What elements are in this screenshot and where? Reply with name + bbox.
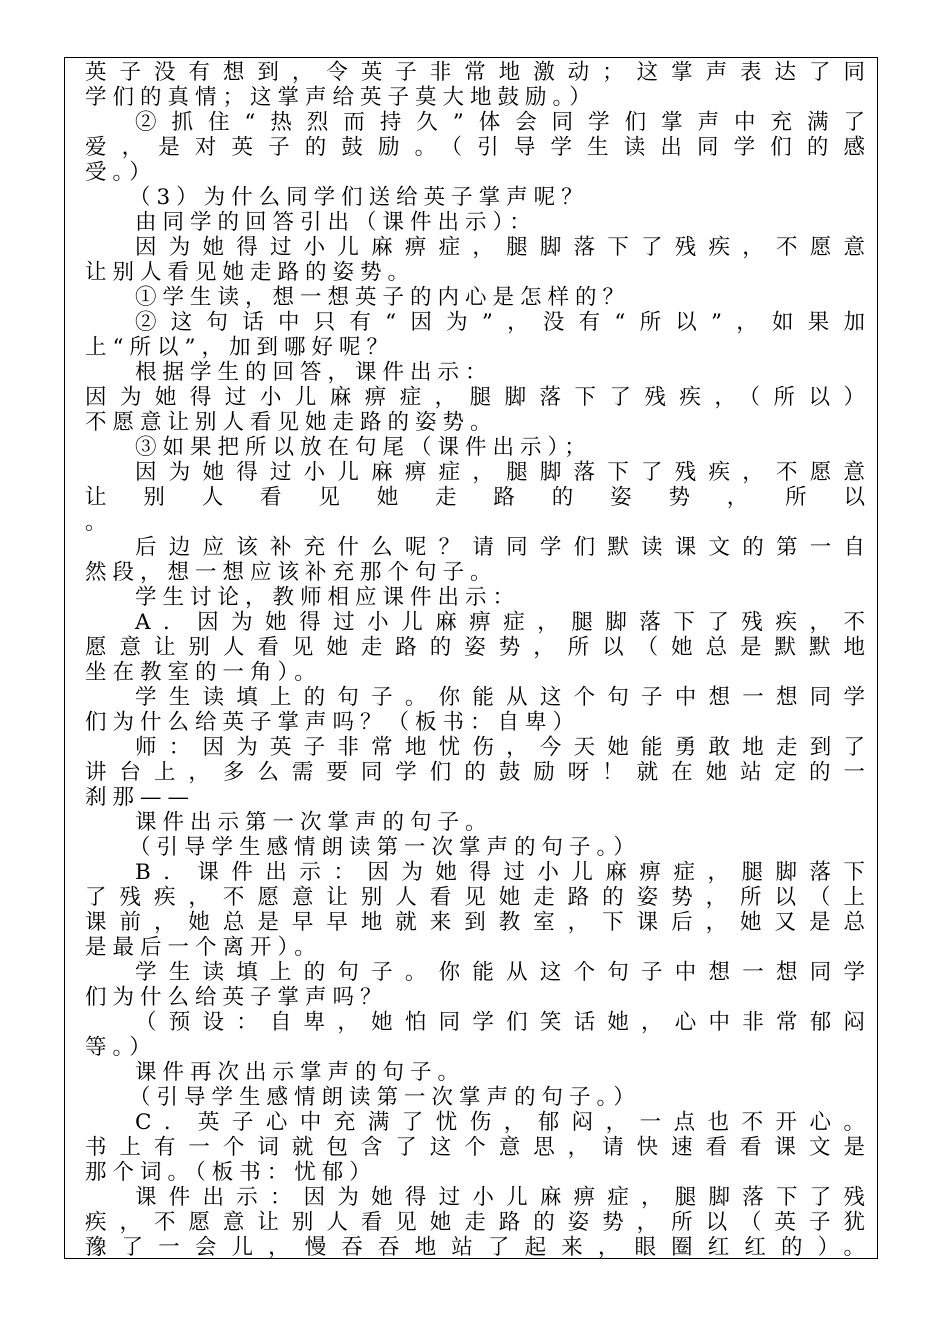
text-line: （引导学生感情朗读第一次掌声的句子。） <box>129 835 641 860</box>
text-line: ①学生读，想一想英子的内心是怎样的？ <box>135 285 631 310</box>
text-line: 让别人看见她走路的姿势。 <box>85 260 416 285</box>
text-line: 上“所以”，加到哪好呢？ <box>85 335 394 360</box>
text-line: 课件再次出示掌声的句子。 <box>135 1060 466 1085</box>
text-line: 受。） <box>85 160 157 185</box>
text-line: 课前，她总是早早地就来到教室，下课后，她又是总 <box>85 910 869 935</box>
text-line: 学生读填上的句子。你能从这个句子中想一想同学 <box>135 685 869 710</box>
text-line: （引导学生感情朗读第一次掌声的句子。） <box>129 1085 641 1110</box>
text-line: 坐在教室的一角）。 <box>85 660 322 685</box>
text-line: 刹那—— <box>85 785 196 810</box>
text-line: 书上有一个词就包含了这个意思，请快速看看课文是 <box>85 1135 869 1160</box>
text-line: 因为她得过小儿麻痹症，腿脚落下了残疾，（所以） <box>85 385 869 410</box>
text-line: 讲台上，多么需要同学们的鼓励呀！就在她站定的一 <box>85 760 869 785</box>
text-line: 由同学的回答引出（课件出示）： <box>135 210 537 235</box>
text-line: 因为她得过小儿麻痹症，腿脚落下了残疾，不愿意 <box>135 235 869 260</box>
text-line: 然段，想一想应该补充那个句子。 <box>85 560 498 585</box>
text-line: 愿意让别人看见她走路的姿势，所以（她总是默默地 <box>85 635 869 660</box>
text-line: B．课件出示：因为她得过小儿麻痹症，腿脚落下 <box>135 860 869 885</box>
text-line: 豫了一会儿，慢吞吞地站了起来，眼圈红红的）。 <box>85 1235 869 1260</box>
text-line: 根据学生的回答，课件出示： <box>135 360 493 385</box>
text-line: （3）为什么同学们送给英子掌声呢？ <box>129 185 589 210</box>
text-line: 让别人看见她走路的姿势，所以 <box>85 485 869 510</box>
text-line: 学们的真情；这掌声给英子莫大地鼓励。） <box>85 85 597 110</box>
text-line: C．英子心中充满了忧伤，郁闷，一点也不开心。 <box>135 1110 869 1135</box>
text-line: 等。） <box>85 1035 157 1060</box>
text-line: 学生读填上的句子。你能从这个句子中想一想同学 <box>135 960 869 985</box>
text-line: A．因为她得过小儿麻痹症，腿脚落下了残疾，不 <box>135 610 869 635</box>
text-line: 。 <box>85 510 113 535</box>
text-line: 课件出示第一次掌声的句子。 <box>135 810 493 835</box>
text-line: 后边应该补充什么呢？请同学们默读课文的第一自 <box>135 535 869 560</box>
text-line: （预设：自卑，她怕同学们笑话她，心中非常郁闷 <box>135 1010 869 1035</box>
text-line: 课件出示：因为她得过小儿麻痹症，腿脚落下了残 <box>135 1185 869 1210</box>
text-line: 爱，是对英子的鼓励。（引导学生读出同学们的感 <box>85 135 869 160</box>
text-line: 了残疾，不愿意让别人看见她走路的姿势，所以（上 <box>85 885 869 910</box>
text-line: 师：因为英子非常地忧伤，今天她能勇敢地走到了 <box>135 735 869 760</box>
text-line: 疾，不愿意让别人看见她走路的姿势，所以（英子犹 <box>85 1210 869 1235</box>
text-line: 英子没有想到，令英子非常地激动；这掌声表达了同 <box>85 60 869 85</box>
text-line: 不愿意让别人看见她走路的姿势。 <box>85 410 498 435</box>
text-line: 们为什么给英子掌声吗？（板书：自卑） <box>85 710 581 735</box>
text-line: ②这句话中只有“因为”，没有“所以”，如果加 <box>135 310 869 335</box>
text-line: 是最后一个离开）。 <box>85 935 322 960</box>
text-line: ②抓住“热烈而持久”体会同学们掌声中充满了 <box>135 110 869 135</box>
text-line: 那个词。（板书：忧郁） <box>85 1160 377 1185</box>
text-line: 们为什么给英子掌声吗？ <box>85 985 388 1010</box>
text-line: 因为她得过小儿麻痹症，腿脚落下了残疾，不愿意 <box>135 460 869 485</box>
text-line: ③如果把所以放在句尾（课件出示）； <box>135 435 592 460</box>
document-body <box>85 60 869 1260</box>
text-line: 学生讨论，教师相应课件出示： <box>135 585 521 610</box>
